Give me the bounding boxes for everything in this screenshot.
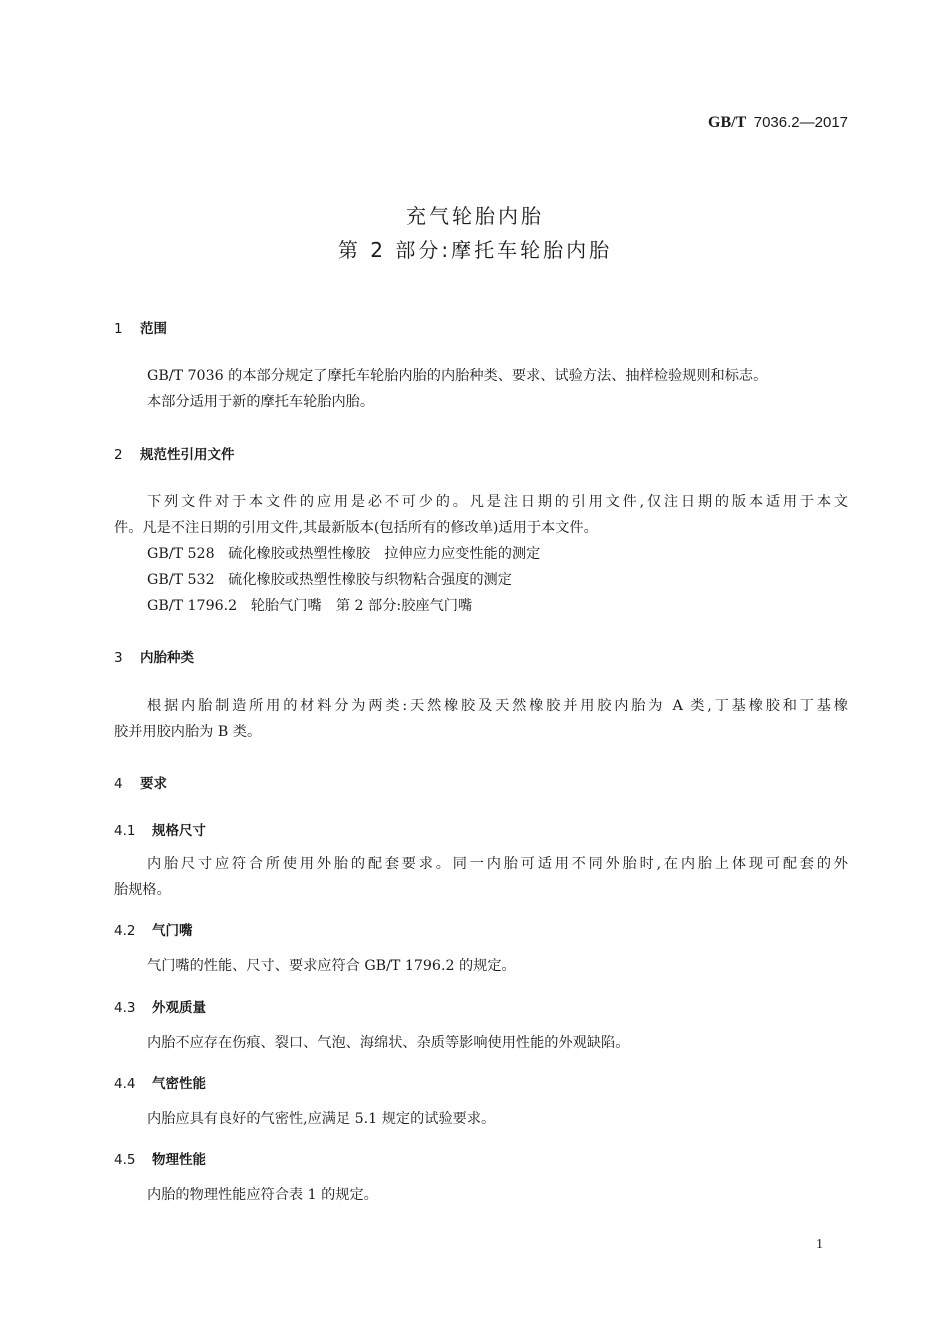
subsection-4-4-heading: [114, 1072, 206, 1092]
document-title-line1: 充气轮胎内胎: [406, 204, 544, 228]
subsection-4-4-line1: 内胎应具有良好的气密性,应满足 5.1 规定的试验要求。: [147, 1111, 496, 1127]
reference-item: [147, 595, 472, 615]
reference-code: GB/T 528: [147, 546, 215, 562]
subsection-title: 气门嘴: [152, 923, 193, 939]
reference-code: GB/T 532: [147, 572, 215, 588]
section-2-heading: [114, 443, 235, 463]
subsection-4-2-heading: [114, 919, 193, 939]
subsection-4-3-line1: 内胎不应存在伤痕、裂口、气泡、海绵状、杂质等影响使用性能的外观缺陷。: [147, 1035, 630, 1051]
section-3-line2: 胶并用胶内胎为 B 类。: [114, 724, 262, 740]
subsection-title: 外观质量: [152, 1000, 206, 1016]
section-2-intro-line1: 下列文件对于本文件的应用是必不可少的。凡是注日期的引用文件,仅注日期的版本适用于本文: [147, 494, 848, 510]
subsection-number: 4.1: [114, 823, 136, 839]
subsection-number: 4.2: [114, 923, 136, 939]
standard-number: 7036.2—2017: [753, 114, 848, 131]
subsection-title: 物理性能: [152, 1152, 206, 1168]
section-number: 4: [114, 776, 123, 792]
subsection-title: 规格尺寸: [152, 823, 206, 839]
section-4-heading: [114, 772, 167, 792]
section-number: 3: [114, 650, 123, 666]
subsection-4-5-line1: 内胎的物理性能应符合表 1 的规定。: [147, 1187, 378, 1203]
section-number: 1: [114, 321, 123, 337]
subsection-4-1-line1: 内胎尺寸应符合所使用外胎的配套要求。同一内胎可适用不同外胎时,在内胎上体现可配套的外: [147, 856, 848, 872]
section-1-heading: [114, 317, 167, 337]
reference-item: [147, 543, 540, 563]
section-2-intro-line2: 件。凡是不注日期的引用文件,其最新版本(包括所有的修改单)适用于本文件。: [114, 520, 598, 536]
subsection-4-1-heading: [114, 819, 206, 839]
reference-title: 硫化橡胶或热塑性橡胶与织物粘合强度的测定: [228, 572, 512, 588]
reference-title: 硫化橡胶或热塑性橡胶 拉伸应力应变性能的测定: [228, 546, 541, 562]
standard-code: [708, 114, 848, 132]
section-title: 规范性引用文件: [140, 447, 235, 463]
subsection-number: 4.4: [114, 1076, 136, 1092]
subsection-4-2-line1: 气门嘴的性能、尺寸、要求应符合 GB/T 1796.2 的规定。: [147, 958, 516, 974]
reference-code: GB/T 1796.2: [147, 598, 238, 614]
subsection-4-1-line2: 胎规格。: [114, 882, 171, 898]
subsection-4-5-heading: [114, 1148, 206, 1168]
subsection-number: 4.3: [114, 1000, 136, 1016]
section-3-line1: 根据内胎制造所用的材料分为两类:天然橡胶及天然橡胶并用胶内胎为 A 类,丁基橡胶和丁基橡: [147, 698, 848, 714]
section-title: 要求: [140, 776, 167, 792]
subsection-title: 气密性能: [152, 1076, 206, 1092]
section-1-paragraph-2: 本部分适用于新的摩托车轮胎内胎。: [147, 394, 375, 410]
section-title: 范围: [140, 321, 167, 337]
standard-prefix: GB/T: [708, 114, 747, 131]
section-title: 内胎种类: [140, 650, 194, 666]
subsection-number: 4.5: [114, 1152, 136, 1168]
reference-title: 轮胎气门嘴 第 2 部分:胶座气门嘴: [250, 598, 473, 614]
document-title-line2: 第 2 部分:摩托车轮胎内胎: [337, 238, 613, 262]
section-1-paragraph-1: GB/T 7036 的本部分规定了摩托车轮胎内胎的内胎种类、要求、试验方法、抽样检验规则和标志。: [147, 368, 768, 384]
reference-item: [147, 569, 512, 589]
section-3-heading: [114, 646, 194, 666]
subsection-4-3-heading: [114, 996, 206, 1016]
page-number: 1: [816, 1237, 823, 1252]
section-number: 2: [114, 447, 123, 463]
